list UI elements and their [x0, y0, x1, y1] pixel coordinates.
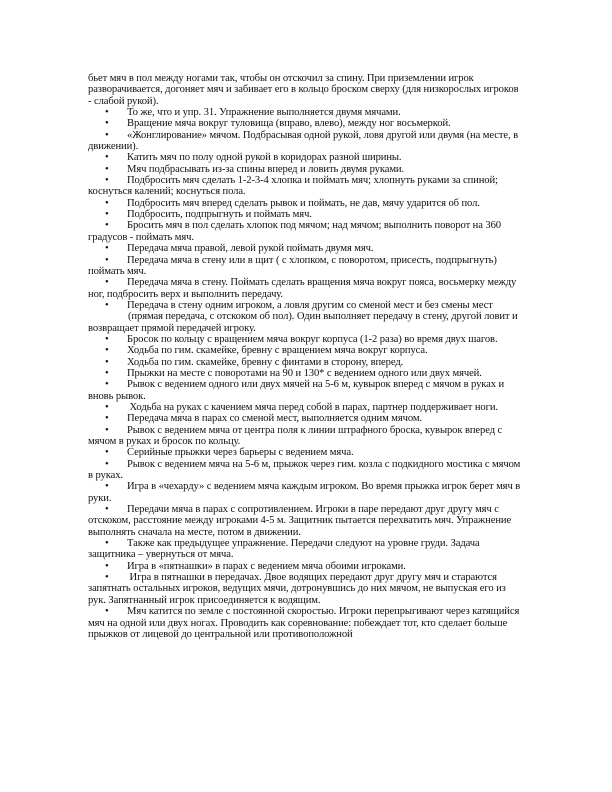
bullet-icon: • — [105, 129, 109, 141]
bullet-icon: • — [105, 606, 109, 618]
list-item — [88, 481, 524, 504]
list-item-text: Рывок с ведением одного или двух мячей на 5-6 м, кувырок вперед с мячом в руках и вновь рывок. — [88, 379, 505, 402]
list-item — [88, 255, 524, 278]
list-item — [88, 538, 524, 561]
list-item-text-continued: (прямая передача, с отскоком об пол). Один выполняет передачу в стену, другой ловит и возвращает прямой передачей игроку. — [88, 311, 518, 334]
list-item-text: Рывок с ведением мяча от центра поля к линии штрафного броска, кувырок вперед с мячом в руках и бросок по кольцу. — [88, 424, 503, 447]
bullet-icon: • — [105, 424, 109, 436]
list-item-text: «Жонглирование» мячом. Подбрасывая одной рукой, ловя другой или двумя (на месте, в движении). — [88, 129, 518, 153]
list-item-text: Ходьба на руках с качением мяча перед собой в парах, партнер поддерживает ноги. — [127, 401, 498, 413]
list-item — [88, 107, 524, 118]
bullet-icon: • — [105, 254, 109, 266]
list-item-text: Ходьба по гим. скамейке, бревну с финтами в сторону, вперед. — [127, 356, 404, 368]
bullet-icon: • — [105, 379, 109, 391]
list-item-text: Мяч подбрасывать из-за спины вперед и ловить двумя руками. — [127, 163, 405, 175]
bullet-icon: • — [105, 413, 109, 425]
list-item — [88, 606, 524, 640]
bullet-icon: • — [105, 152, 109, 164]
list-item — [88, 152, 524, 163]
list-item-text: Подбросить мяч вперед сделать рывок и поймать, не дав, мячу ударится об пол. — [127, 197, 480, 209]
list-item — [88, 379, 524, 402]
bullet-icon: • — [105, 356, 109, 368]
list-item-text: Вращение мяча вокруг туловища (вправо, влево), между ног восьмеркой. — [127, 118, 451, 130]
bullet-icon: • — [105, 107, 109, 119]
list-item-text: Игра в «пятнашки» в парах с ведением мяча обоими игроками. — [127, 560, 406, 572]
document-body — [88, 73, 524, 640]
list-item — [88, 459, 524, 482]
bullet-icon: • — [105, 538, 109, 550]
list-item — [88, 357, 524, 368]
bullet-icon: • — [105, 299, 109, 311]
list-item — [88, 572, 524, 606]
list-item-text: Ходьба по гим. скамейке, бревну с вращением мяча вокруг корпуса. — [127, 345, 428, 357]
list-item-text: Катить мяч по полу одной рукой в коридорах разной ширины. — [127, 152, 402, 164]
list-item-text: Бросок по кольцу с вращением мяча вокруг корпуса (1-2 раза) во время двух шагов. — [127, 333, 498, 345]
list-item-text: Передача мяча в парах со сменой мест, выполняется одним мячом. — [127, 413, 423, 425]
bullet-icon: • — [105, 447, 109, 459]
list-item — [88, 130, 524, 153]
list-item-text: Прыжки на месте с поворотами на 90 и 130* с ведением одного или двух мячей. — [127, 367, 482, 379]
bullet-icon: • — [105, 401, 109, 413]
list-item-text: Также как предыдущее упражнение. Передачи следуют на уровне груди. Задача защитника – увернуться от мяча. — [88, 538, 480, 561]
list-item — [88, 561, 524, 572]
list-item — [88, 277, 524, 300]
exercise-list — [88, 107, 524, 640]
bullet-icon: • — [105, 367, 109, 379]
list-item — [88, 425, 524, 448]
list-item — [88, 345, 524, 356]
bullet-icon: • — [105, 572, 109, 584]
list-item-text: Подбросить, подпрыгнуть и поймать мяч. — [127, 209, 312, 221]
list-item-text: Передача в стену одним игроком, а ловля другим со сменой мест и без смены мест — [127, 299, 493, 311]
list-item — [88, 209, 524, 220]
list-item — [88, 504, 524, 538]
bullet-icon: • — [105, 163, 109, 175]
bullet-icon: • — [105, 458, 109, 470]
list-item-text: Передача мяча правой, левой рукой поймать двумя мяч. — [127, 243, 374, 255]
list-item — [88, 368, 524, 379]
bullet-icon: • — [105, 333, 109, 345]
list-item — [88, 334, 524, 345]
list-item — [88, 198, 524, 209]
bullet-icon: • — [105, 220, 109, 232]
list-item — [88, 175, 524, 198]
list-item — [88, 447, 524, 458]
bullet-icon: • — [105, 175, 109, 187]
list-item — [88, 402, 524, 413]
bullet-icon: • — [105, 197, 109, 209]
bullet-icon: • — [105, 243, 109, 255]
bullet-icon: • — [105, 345, 109, 357]
list-item-text: Серийные прыжки через барьеры с ведением мяча. — [127, 447, 354, 459]
list-item-text: Подбросить мяч сделать 1-2-3-4 хлопка и поймать мяч; хлопнуть руками за спиной; коснуться калений; коснуться пола. — [88, 175, 498, 198]
list-item-text: Игра в «чехарду» с ведением мяча каждым игроком. Во время прыжка игрок берет мяч в руки. — [88, 481, 521, 504]
bullet-icon: • — [105, 504, 109, 516]
bullet-icon: • — [105, 481, 109, 493]
list-item-text: Рывок с ведением мяча на 5-6 м, прыжок через гим. козла с подкидного мостика с мячом в руках. — [88, 458, 521, 482]
bullet-icon: • — [105, 209, 109, 221]
list-item — [88, 413, 524, 424]
list-item-text: То же, что и упр. 31. Упражнение выполняется двумя мячами. — [127, 107, 401, 119]
list-item-text: Передача мяча в стену или в щит ( с хлопком, с поворотом, присесть, подпрыгнуть) поймать мяч. — [88, 254, 497, 277]
list-item — [88, 243, 524, 254]
list-item — [88, 220, 524, 243]
list-item — [88, 300, 524, 334]
bullet-icon: • — [105, 118, 109, 130]
list-item-text: Мяч катится по земле с постоянной скоростью. Игроки перепрыгивают через катящийся мяч на одной или двух ногах. Проводить как соревнование: побеждает тот, кто сделает больше прыжков от лицевой до центральной или противоположной — [88, 606, 520, 640]
intro-paragraph: бьет мяч в пол между ногами так, чтобы он отскочил за спину. При приземлении игрок разворачивается, догоняет мяч и забивает его в кольцо броском сверху (для низкорослых игроков - слабой рукой). — [88, 73, 519, 107]
list-item — [88, 118, 524, 129]
bullet-icon: • — [105, 277, 109, 289]
list-item-text: Бросить мяч в пол сделать хлопок под мячом; над мячом; выполнить поворот на 360 градусов - поймать мяч. — [88, 220, 501, 243]
bullet-icon: • — [105, 560, 109, 572]
list-item-text: Игра в пятнашки в передачах. Двое водящих передают друг другу мяч и стараются запятнать остальных игроков, ведущих мячи, дотронувшись до них мячом, не выпуская его из рук. Запятнанный игрок присоединяется к водящим. — [88, 572, 506, 606]
list-item — [88, 164, 524, 175]
list-item-text: Передачи мяча в парах с сопротивлением. Игроки в паре передают друг другу мяч с отскоком, расстояние между игроками 4-5 м. Защитник пытается перехватить мяч. Упражнение выполнять сначала на месте, потом в движении. — [88, 504, 512, 538]
list-item-text: Передача мяча в стену. Поймать сделать вращения мяча вокруг пояса, восьмерку между ног, подбросить верх и выполнить передачу. — [88, 277, 517, 300]
